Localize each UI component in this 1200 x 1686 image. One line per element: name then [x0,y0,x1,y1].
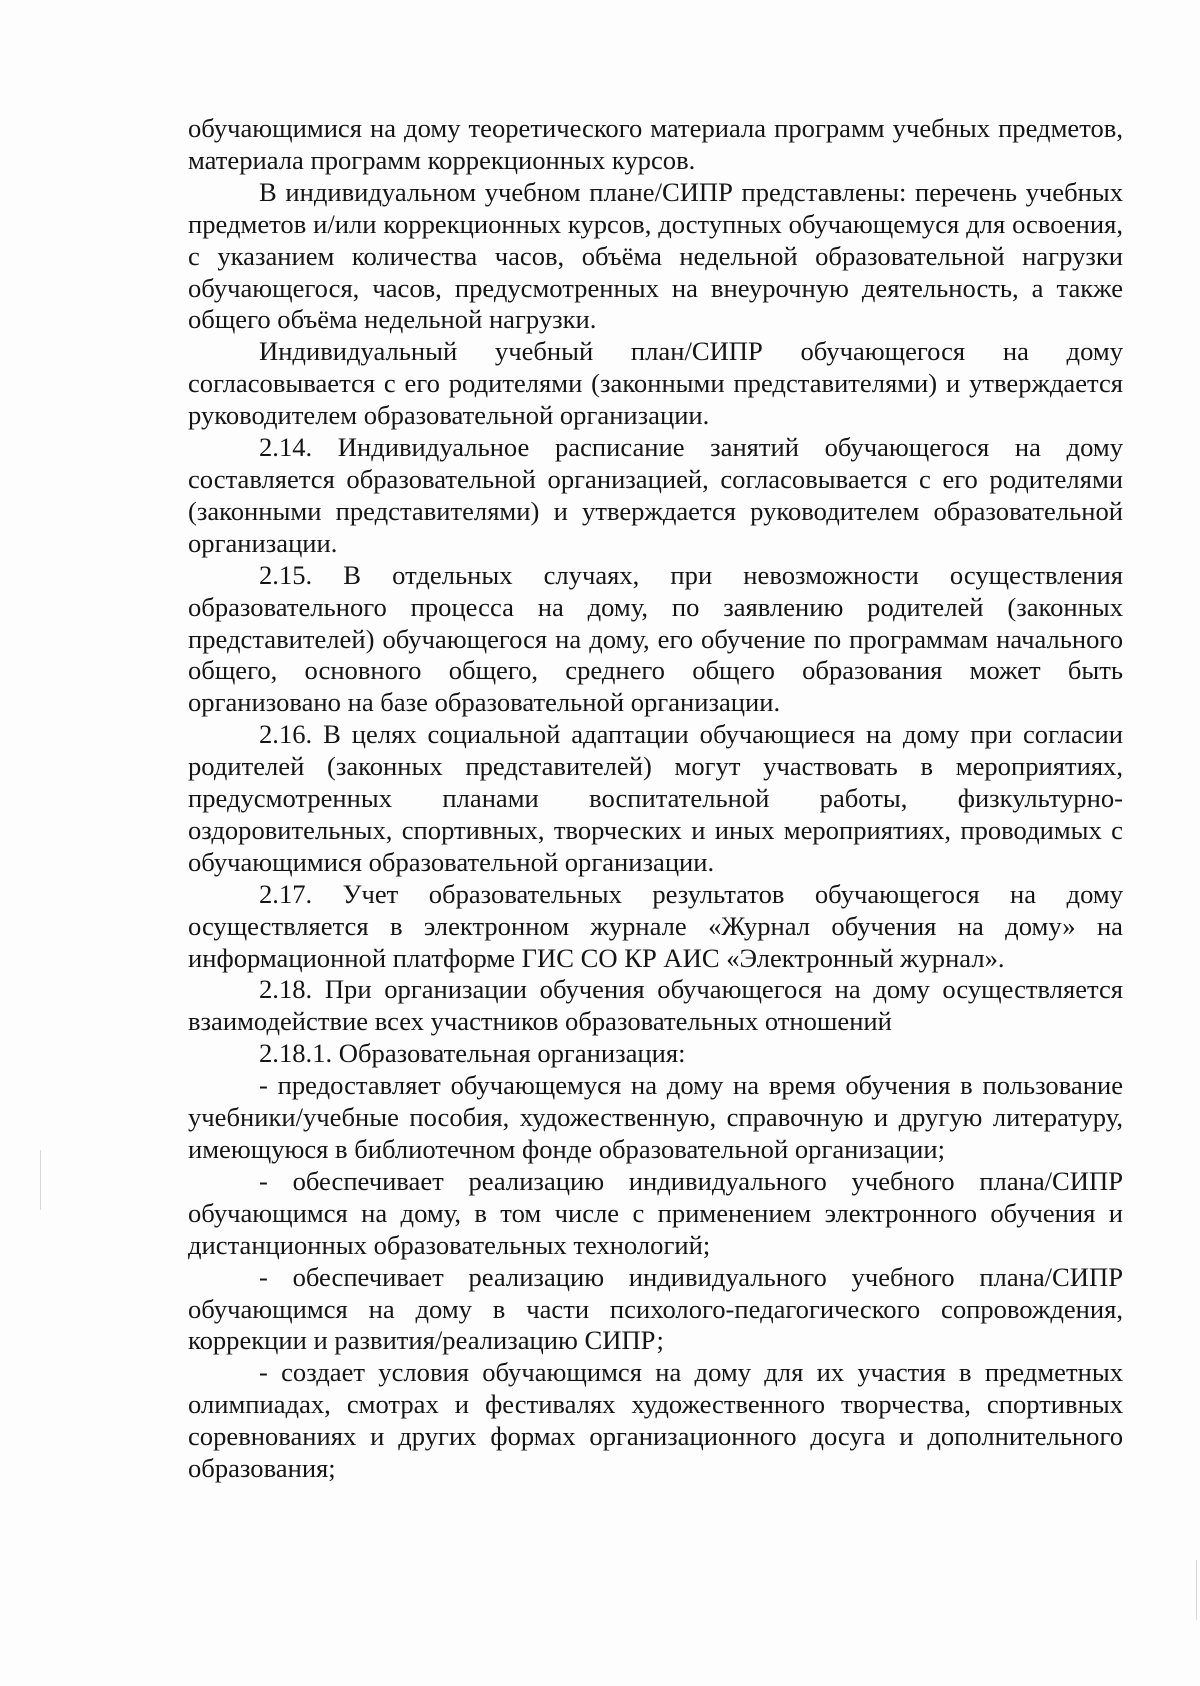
scan-edge-mark-right [1196,1560,1197,1620]
paragraph-2-14: 2.14. Индивидуальное расписание занятий обучающегося на дому составляется образовательной организацией, согласовывается с его родителями (законными представителями) и утверждается руководителем образовательной организации. [188,432,1123,558]
list-item-psych-support: - обеспечивает реализацию индивидуального учебного плана/СИПР обучающимся на дому в части психолого-педагогического сопровождения, коррекции и развития/реализацию СИПР; [188,1261,1123,1356]
scan-edge-mark-left [40,1150,41,1210]
paragraph-2-16: 2.16. В целях социальной адаптации обучающиеся на дому при согласии родителей (законных представителей) могут участвовать в мероприятиях, предусмотренных планами воспитательной работы, физкультурно-оздоровительных, спортивных, творческих и иных мероприятиях, проводимых с обучающимися образовательной организации. [188,719,1123,877]
document-body [188,113,1123,1485]
paragraph-2-18: 2.18. При организации обучения обучающегося на дому осуществляется взаимодействие всех участников образовательных отношений [188,974,1123,1037]
paragraph-plan-contents: В индивидуальном учебном плане/СИПР представлены: перечень учебных предметов и/или коррекционных курсов, доступных обучающемуся для освоения, с указанием количества часов, объёма недельной образовательной нагрузки обучающегося, часов, предусмотренных на внеурочную деятельность, а также общего объёма недельной нагрузки. [188,176,1123,335]
list-item-textbooks: - предоставляет обучающемуся на дому на время обучения в пользование учебники/учебные пособия, художественную, справочную и другую литературу, имеющуюся в библиотечном фонде образовательной организации; [188,1070,1123,1164]
paragraph-2-17: 2.17. Учет образовательных результатов обучающегося на дому осуществляется в электронном журнале «Журнал обучения на дому» на информационной платформе ГИС СО КР АИС «Электронный журнал». [188,878,1123,973]
paragraph-continuation: обучающимися на дому теоретического материала программ учебных предметов, материала программ коррекционных курсов. [188,113,1123,175]
paragraph-2-18-1: 2.18.1. Образовательная организация: [259,1038,686,1069]
list-item-e-learning: - обеспечивает реализацию индивидуального учебного плана/СИПР обучающимся на дому, в том числе с применением электронного обучения и дистанционных образовательных технологий; [188,1165,1123,1260]
paragraph-2-15: 2.15. В отдельных случаях, при невозможности осуществления образовательного процесса на дому, по заявлению родителей (законных представителей) обучающегося на дому, его обучение по программам начального общего, основного общего, среднего общего образования может быть организовано на базе образовательной организации. [188,559,1123,718]
list-item-olympiads: - создает условия обучающимся на дому для их участия в предметных олимпиадах, смотрах и фестивалях художественного творчества, спортивных соревнованиях и других формах организационного досуга и дополнительного образования; [188,1357,1123,1484]
paragraph-plan-approval: Индивидуальный учебный план/СИПР обучающегося на дому согласовывается с его родителями (законными представителями) и утверждается руководителем образовательной организации. [188,336,1123,431]
